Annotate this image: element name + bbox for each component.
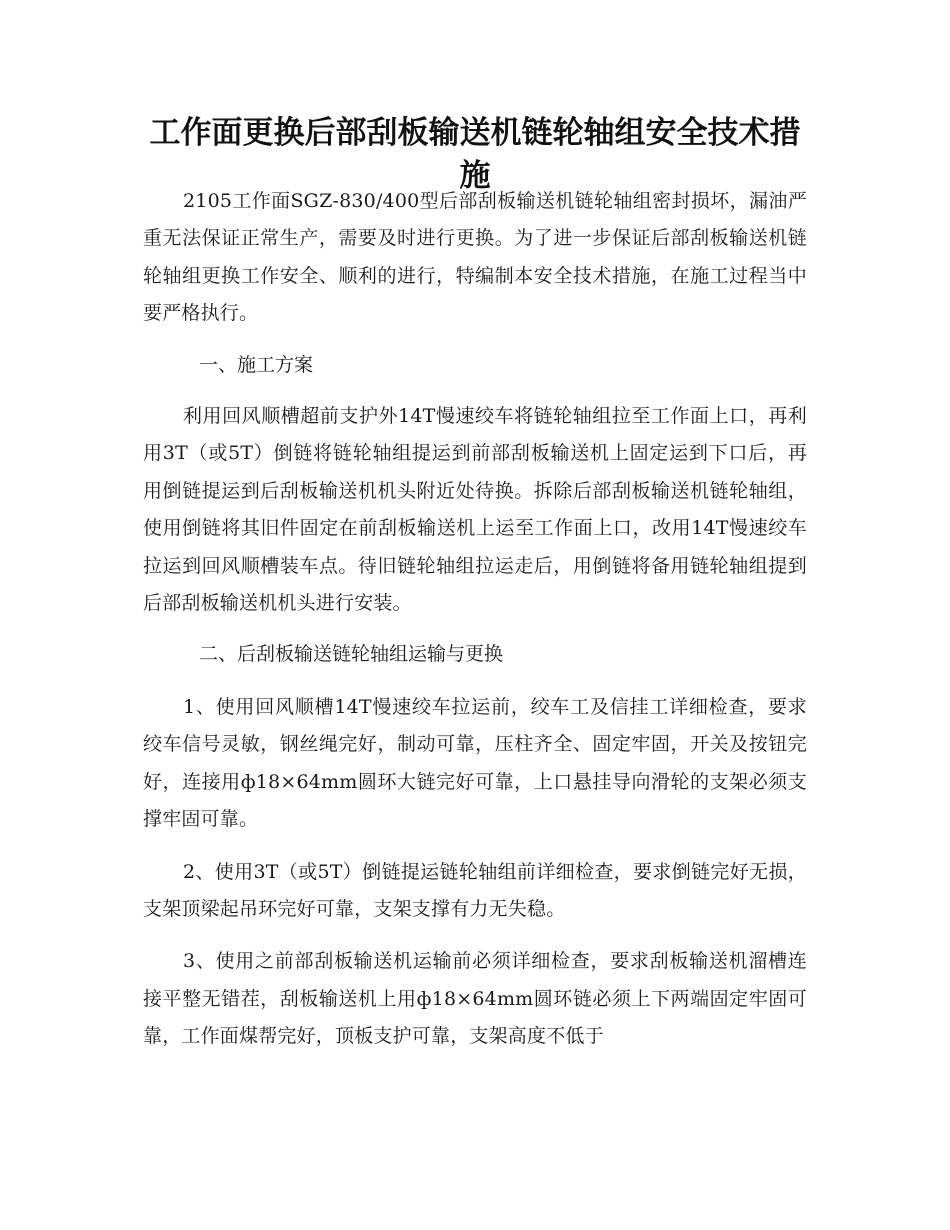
intro-paragraph: 2105工作面SGZ-830/400型后部刮板输送机链轮轴组密封损坏，漏油严重无法保证正常生产，需要及时进行更换。为了进一步保证后部刮板输送机链轮轴组更换工作安全、顺利的进行，特编制本安全技术措施，在施工过程当中要严格执行。 xyxy=(143,190,807,325)
document-title: 工作面更换后部刮板输送机链轮轴组安全技术措施 xyxy=(149,115,801,194)
section-heading-transport-replacement: 二、后刮板输送链轮轴组运输与更换 xyxy=(199,643,504,666)
list-item-1: 1、使用回风顺槽14T慢速绞车拉运前，绞车工及信挂工详细检查，要求绞车信号灵敏，钢丝绳完好，制动可靠，压柱齐全、固定牢固，开关及按钮完好，连接用ф18×64mm圆环大链完好可靠，上口悬挂导向滑轮的支架必须支撑牢固可靠。 xyxy=(143,695,807,831)
section1-paragraph: 利用回风顺槽超前支护外14T慢速绞车将链轮轴组拉至工作面上口，再利用3T（或5T）倒链将链轮轴组提运到前部刮板输送机上固定运到下口后，再用倒链提运到后刮板输送机机头附近处待换。拆除后部刮板输送机链轮轴组，使用倒链将其旧件固定在前刮板输送机上运至工作面上口，改用14T慢速绞车拉运到回风顺槽装车点。待旧链轮轴组拉运走后，用倒链将备用链轮轴组提到后部刮板输送机机头进行安装。 xyxy=(143,405,807,615)
section-heading-construction-plan: 一、施工方案 xyxy=(199,353,314,376)
list-item-2: 2、使用3T（或5T）倒链提运链轮轴组前详细检查，要求倒链完好无损，支架顶梁起吊环完好可靠，支架支撑有力无失稳。 xyxy=(143,860,807,920)
list-item-3: 3、使用之前部刮板输送机运输前必须详细检查，要求刮板输送机溜槽连接平整无错茬，刮板输送机上用ф18×64mm圆环链必须上下两端固定牢固可靠，工作面煤帮完好，顶板支护可靠，支架高度不低于 xyxy=(143,950,807,1048)
document-body xyxy=(143,183,807,1056)
